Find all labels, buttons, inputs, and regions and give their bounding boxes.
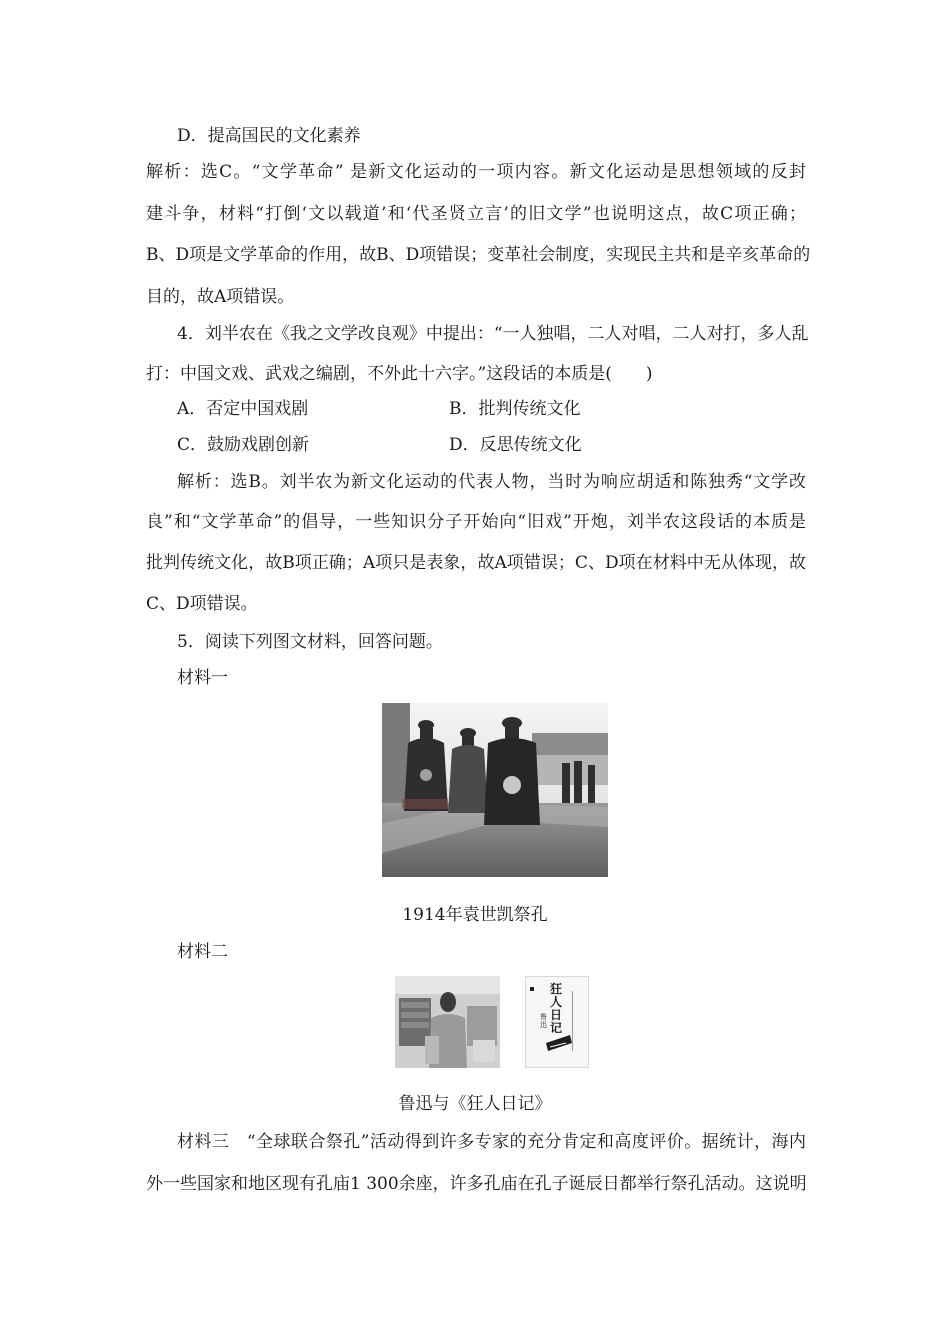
option-d-text: D．提高国民的文化素养 xyxy=(177,126,361,146)
photo-lu-xun xyxy=(395,976,500,1068)
question-4-line-2: 打：中国文戏、武戏之编剧，不外此十六字。”这段话的本质是( ) xyxy=(146,364,653,384)
question-4-option-d: D．反思传统文化 xyxy=(449,435,582,455)
question-4-option-c: C．鼓励戏剧创新 xyxy=(177,435,310,455)
explanation-4-line-4: C、D项错误。 xyxy=(146,594,258,614)
photo-yuan-shikai-confucius-ceremony xyxy=(382,703,608,877)
question-5-stem: 5．阅读下列图文材料，回答问题。 xyxy=(177,632,443,652)
explanation-4-line-3: 批判传统文化，故B项正确；A项只是表象，故A项错误；C、D项在材料中无从体现，故 xyxy=(146,553,806,573)
explanation-4-line-2: 良”和“文学革命”的倡导，一些知识分子开始向“旧戏”开炮，刘半农这段话的本质是 xyxy=(146,512,806,532)
explanation-3-line-1: 解析：选C。“文学革命” 是新文化运动的一项内容。新文化运动是思想领域的反封 xyxy=(146,162,806,182)
material-3-line-2: 外一些国家和地区现有孔庙1 300余座，许多孔庙在孔子诞辰日都举行祭孔活动。这说明 xyxy=(146,1174,807,1194)
explanation-4-line-1: 解析：选B。刘半农为新文化运动的代表人物，当时为响应胡适和陈独秀“文学改 xyxy=(177,472,806,492)
material-3-line-1: 材料三 “全球联合祭孔”活动得到许多专家的充分肯定和高度评价。据统计，海内 xyxy=(177,1132,806,1152)
caption-photo-1: 1914年袁世凯祭孔 xyxy=(402,905,548,925)
book-title: 狂人日记 xyxy=(550,982,563,1035)
question-4-line-1: 4．刘半农在《我之文学改良观》中提出：“一人独唱，二人对唱，二人对打，多人乱 xyxy=(177,324,809,344)
caption-photo-2: 鲁迅与《狂人日记》 xyxy=(398,1094,552,1114)
material-1-label: 材料一 xyxy=(177,668,228,688)
explanation-3-line-2: 建斗争，材料“打倒‘文以载道’和‘代圣贤立言’的旧文学”也说明这点，故C项正确； xyxy=(146,204,806,224)
material-2-label: 材料二 xyxy=(177,942,228,962)
question-4-option-b: B．批判传统文化 xyxy=(449,399,581,419)
explanation-3-line-3: B、D项是文学革命的作用，故B、D项错误；变革社会制度，实现民主共和是辛亥革命的 xyxy=(146,245,811,265)
book-cover-kuangren-riji xyxy=(525,976,589,1068)
question-4-option-a: A．否定中国戏剧 xyxy=(177,399,309,419)
book-author: 鲁迅 xyxy=(540,1013,547,1029)
explanation-3-line-4: 目的，故A项错误。 xyxy=(146,287,295,307)
